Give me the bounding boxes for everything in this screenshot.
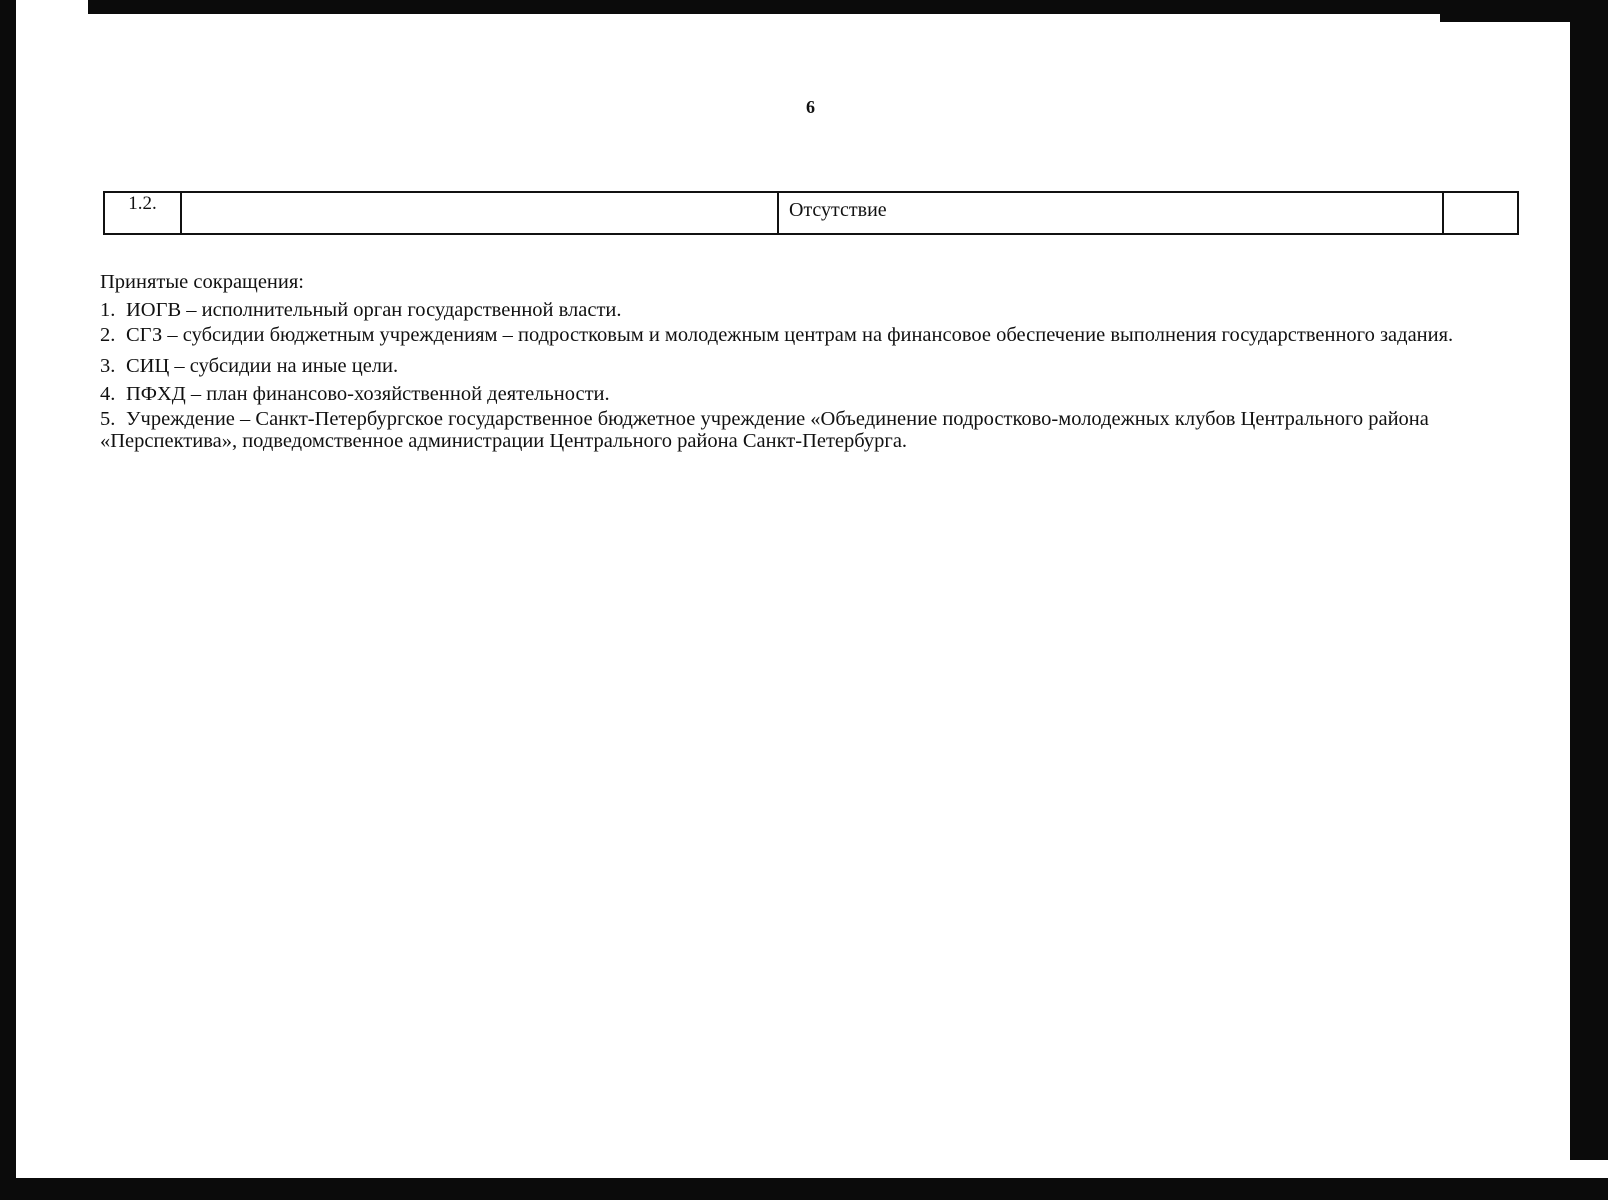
abbreviation-number: 5. [100,408,116,430]
abbreviation-item [100,296,1500,324]
table-cell-empty [182,193,779,233]
abbreviation-number: 3. [100,355,116,377]
table-cell-empty [1444,193,1608,233]
scan-border-left [0,0,16,1200]
abbreviation-text: Учреждение – Санкт-Петербургское государственное бюджетное учреждение «Объединение подростково-молодежных клубов Центрального района «Перспектива», подведомственное администрации Центрального района Санкт-Петербурга. [100,408,1429,452]
scan-border-top [88,0,1608,14]
scan-border-right [1570,0,1608,1160]
abbreviations-section [100,268,1500,458]
abbreviation-number: 2. [100,324,116,346]
abbreviation-number: 4. [100,383,116,405]
abbreviation-text: ИОГВ – исполнительный орган государственной власти. [126,299,622,321]
abbreviations-title: Принятые сокращения: [100,271,304,293]
abbreviation-item [100,380,1500,408]
scan-border-bottom [14,1178,1608,1200]
abbreviation-item [100,408,1500,452]
abbreviation-number: 1. [100,299,116,321]
abbreviation-text: СИЦ – субсидии на иные цели. [126,355,399,377]
abbreviation-item [100,324,1500,346]
abbreviation-item [100,352,1500,380]
table-cell-number: 1.2. [105,193,182,233]
table-cell-status: Отсутствие [779,193,1444,233]
abbreviation-text: ПФХД – план финансово-хозяйственной деятельности. [126,383,610,405]
abbreviation-text: СГЗ – субсидии бюджетным учреждениям – подростковым и молодежным центрам на финансовое обеспечение выполнения государственного задания. [126,324,1454,346]
table-row [103,191,1519,235]
page-number: 6 [806,97,815,117]
